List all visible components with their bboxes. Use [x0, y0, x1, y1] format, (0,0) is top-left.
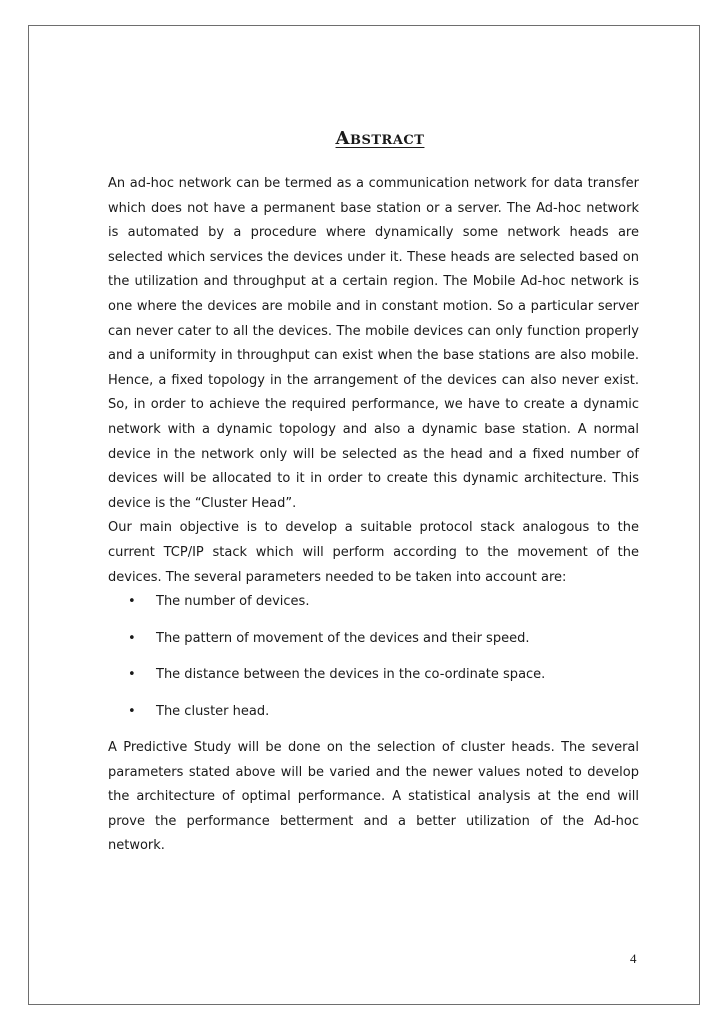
paragraph-objective: Our main objective is to develop a suitable protocol stack analogous to the current TCP/IP stack which will perform according to the movement of the devices. The several parameters needed to be taken into account are:	[108, 520, 639, 585]
list-item	[108, 663, 639, 687]
list-item-text: The pattern of movement of the devices and their speed.	[156, 630, 530, 646]
section-title	[0, 128, 728, 150]
paragraph-closing: A Predictive Study will be done on the selection of cluster heads. The several parameters stated above will be varied and the newer values noted to develop the architecture of optimal performance. A statistical analysis at the end will prove the performance betterment and a better utilization of the Ad-hoc network.	[108, 740, 639, 854]
page-number: 4	[630, 951, 637, 966]
parameter-list	[108, 590, 639, 724]
list-item-text: The cluster head.	[156, 703, 270, 719]
bullet-icon: •	[128, 703, 136, 719]
paragraph-intro: An ad-hoc network can be termed as a communication network for data transfer which does not have a permanent base station or a server. The Ad-hoc network is automated by a procedure where dynamically some network heads are selected which services the devices under it. These heads are selected based on the utilization and throughput at a certain region. The Mobile Ad-hoc network is one where the devices are mobile and in constant motion. So a particular server can never cater to all the devices. The mobile devices can only function properly and a uniformity in throughput can exist when the base stations are also mobile. Hence, a fixed topology in the arrangement of the devices can also never exist. So, in order to achieve the required performance, we have to create a dynamic network with a dynamic topology and also a dynamic base station. A normal device in the network only will be selected as the head and a fixed number of devices will be allocated to it in order to create this dynamic architecture. This device is the “Cluster Head”.	[108, 176, 639, 511]
bullet-icon: •	[128, 630, 136, 646]
abstract-body	[108, 172, 639, 859]
list-item	[108, 627, 639, 651]
list-item-text: The distance between the devices in the co-ordinate space.	[156, 667, 546, 683]
list-item-text: The number of devices.	[156, 594, 310, 610]
title-text: Abstract	[335, 128, 425, 149]
bullet-icon: •	[128, 594, 136, 610]
bullet-icon: •	[128, 667, 136, 683]
list-item	[108, 700, 639, 724]
list-item	[108, 590, 639, 614]
